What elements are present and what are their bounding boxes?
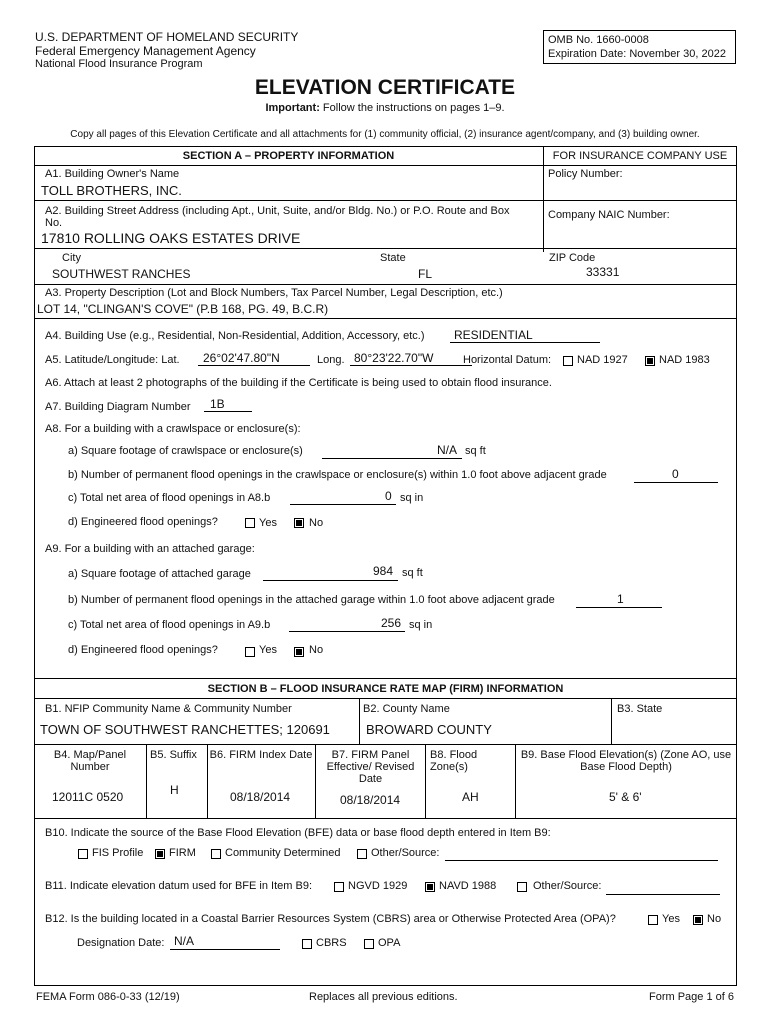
- b10-other-checkbox[interactable]: [357, 849, 367, 859]
- b1-label: B1. NFIP Community Name & Community Number: [45, 703, 292, 715]
- zip-value[interactable]: 33331: [586, 265, 620, 279]
- designation-date-value[interactable]: N/A: [174, 934, 195, 948]
- page-number: Form Page 1 of 6: [649, 991, 734, 1003]
- a9a-unit: sq ft: [402, 567, 423, 579]
- a8d-yes-checkbox[interactable]: [245, 518, 255, 528]
- longitude-label: Long.: [317, 354, 345, 366]
- a7-label: A7. Building Diagram Number: [45, 401, 191, 413]
- a9b-label: b) Number of permanent flood openings in the attached garage within 1.0 foot above adjacent grade: [68, 594, 555, 606]
- insurance-use-title: FOR INSURANCE COMPANY USE: [552, 150, 728, 162]
- navd1988-checkbox[interactable]: [425, 882, 435, 892]
- b12-yes-checkbox[interactable]: [648, 915, 658, 925]
- cbrs-checkbox[interactable]: [302, 939, 312, 949]
- opa-label: OPA: [378, 937, 401, 949]
- important-note: [0, 102, 770, 114]
- a8-label: A8. For a building with a crawlspace or enclosure(s):: [45, 423, 301, 435]
- omb-box: [543, 30, 736, 64]
- important-label: Important:: [265, 102, 320, 114]
- dept-name: U.S. DEPARTMENT OF HOMELAND SECURITY: [35, 30, 299, 44]
- a8a-unit: sq ft: [465, 445, 486, 457]
- a8d-yes-label: Yes: [259, 517, 277, 529]
- b11-other-label: Other/Source:: [533, 880, 602, 892]
- state-label: State: [380, 252, 406, 264]
- b12-label: B12. Is the building located in a Coastal Barrier Resources System (CBRS) area or Otherwise Protected Area (OPA)?: [45, 913, 616, 925]
- ngvd1929-checkbox[interactable]: [334, 882, 344, 892]
- copy-note: Copy all pages of this Elevation Certificate and all attachments for (1) community official, (2) insurance agent/company, and (3) building owner.: [70, 129, 700, 140]
- a9b-value[interactable]: 1: [617, 592, 624, 606]
- b8-label: B8. Flood Zone(s): [430, 749, 478, 773]
- a9d-no-label: No: [309, 644, 324, 656]
- a8d-no-label: No: [309, 517, 324, 529]
- replaces-note: Replaces all previous editions.: [309, 991, 458, 1003]
- agency-name: Federal Emergency Management Agency: [35, 44, 256, 58]
- state-value[interactable]: FL: [418, 267, 433, 281]
- b6-index-date-value[interactable]: 08/18/2014: [230, 790, 291, 804]
- a9d-yes-checkbox[interactable]: [245, 647, 255, 657]
- a1-label: A1. Building Owner's Name: [45, 168, 180, 180]
- a9c-unit: sq in: [409, 619, 433, 631]
- opa-checkbox[interactable]: [364, 939, 374, 949]
- nad1927-checkbox[interactable]: [563, 356, 573, 366]
- b11-other-checkbox[interactable]: [517, 882, 527, 892]
- b2-county-value[interactable]: BROWARD COUNTY: [366, 722, 492, 737]
- b12-no-checkbox[interactable]: [693, 915, 703, 925]
- community-determined-label: Community Determined: [225, 847, 341, 859]
- b12-yes-label: Yes: [662, 913, 680, 925]
- a2-label: A2. Building Street Address (including Apt., Unit, Suite, and/or Bldg. No.) or P.O. Route and Box No.: [45, 205, 510, 229]
- b7-effective-date-value[interactable]: 08/18/2014: [340, 793, 401, 807]
- a8b-label: b) Number of permanent flood openings in the crawlspace or enclosure(s) within 1.0 foot above adjacent grade: [68, 469, 607, 481]
- program-name: National Flood Insurance Program: [35, 58, 203, 70]
- a8d-label: d) Engineered flood openings?: [68, 516, 218, 528]
- a8b-value[interactable]: 0: [672, 467, 679, 481]
- a7-diagram-value[interactable]: 1B: [210, 397, 225, 411]
- b10-other-label: Other/Source:: [371, 847, 440, 859]
- a5-label: A5. Latitude/Longitude: Lat.: [45, 354, 180, 366]
- b12-no-label: No: [707, 913, 722, 925]
- nad1927-label: NAD 1927: [577, 354, 628, 366]
- a9d-yes-label: Yes: [259, 644, 277, 656]
- a9d-no-checkbox[interactable]: [294, 647, 304, 657]
- a9-label: A9. For a building with an attached garage:: [45, 543, 255, 555]
- important-text: Follow the instructions on pages 1–9.: [322, 102, 505, 114]
- ngvd1929-label: NGVD 1929: [348, 880, 408, 892]
- b1-community-value[interactable]: TOWN OF SOUTHWEST RANCHETTES; 120691: [40, 722, 330, 737]
- nad1983-checkbox[interactable]: [645, 356, 655, 366]
- a6-text: A6. Attach at least 2 photographs of the building if the Certificate is being used to obtain flood insurance.: [45, 377, 552, 389]
- b8-flood-zone-value[interactable]: AH: [462, 790, 479, 804]
- a3-label: A3. Property Description (Lot and Block Numbers, Tax Parcel Number, Legal Description, etc.): [45, 287, 503, 299]
- a4-label: A4. Building Use (e.g., Residential, Non-Residential, Addition, Accessory, etc.): [45, 330, 425, 342]
- b6-label: B6. FIRM Index Date: [209, 749, 313, 761]
- a8c-value[interactable]: 0: [385, 489, 392, 503]
- b4-label: B4. Map/Panel Number: [53, 749, 127, 773]
- cbrs-label: CBRS: [316, 937, 347, 949]
- designation-date-label: Designation Date:: [77, 937, 165, 949]
- city-label: City: [62, 252, 81, 264]
- nad1983-label: NAD 1983: [659, 354, 710, 366]
- naic-label: Company NAIC Number:: [548, 209, 670, 221]
- section-a-title: SECTION A – PROPERTY INFORMATION: [182, 150, 395, 162]
- longitude-value[interactable]: 80°23'22.70"W: [354, 351, 434, 365]
- a9c-label: c) Total net area of flood openings in A9.b: [68, 619, 271, 631]
- a2-address-value[interactable]: 17810 ROLLING OAKS ESTATES DRIVE: [41, 230, 301, 246]
- b5-suffix-value[interactable]: H: [170, 783, 179, 797]
- b10-label: B10. Indicate the source of the Base Flood Elevation (BFE) data or base flood depth entered in Item B9:: [45, 827, 551, 839]
- a8a-label: a) Square footage of crawlspace or enclosure(s): [68, 445, 303, 457]
- a4-building-use-value[interactable]: RESIDENTIAL: [454, 328, 533, 342]
- navd1988-label: NAVD 1988: [439, 880, 497, 892]
- a8a-value[interactable]: N/A: [437, 443, 458, 457]
- b9-label: B9. Base Flood Elevation(s) (Zone AO, use Base Flood Depth): [520, 749, 732, 773]
- a9a-label: a) Square footage of attached garage: [68, 568, 251, 580]
- b4-map-panel-value[interactable]: 12011C 0520: [52, 790, 124, 804]
- expiration-date: Expiration Date: November 30, 2022: [548, 48, 726, 60]
- city-value[interactable]: SOUTHWEST RANCHES: [52, 267, 191, 281]
- a1-owner-value[interactable]: TOLL BROTHERS, INC.: [41, 183, 182, 198]
- policy-number-label: Policy Number:: [548, 168, 623, 180]
- b9-bfe-value[interactable]: 5' & 6': [609, 790, 642, 804]
- a9c-value[interactable]: 256: [381, 616, 402, 630]
- fis-profile-checkbox[interactable]: [78, 849, 88, 859]
- omb-number: OMB No. 1660-0008: [548, 34, 649, 46]
- a8c-unit: sq in: [400, 492, 424, 504]
- b7-label: B7. FIRM Panel Effective/ Revised Date: [326, 749, 415, 785]
- b5-label: B5. Suffix: [150, 749, 197, 761]
- section-b-title: SECTION B – FLOOD INSURANCE RATE MAP (FIRM) INFORMATION: [207, 683, 564, 695]
- a9d-label: d) Engineered flood openings?: [68, 644, 218, 656]
- a9a-value[interactable]: 984: [373, 564, 394, 578]
- community-determined-checkbox[interactable]: [211, 849, 221, 859]
- fis-profile-label: FIS Profile: [92, 847, 144, 859]
- horizontal-datum-label: Horizontal Datum:: [463, 354, 552, 366]
- b2-label: B2. County Name: [363, 703, 450, 715]
- page-title: ELEVATION CERTIFICATE: [254, 76, 516, 99]
- a8c-label: c) Total net area of flood openings in A8.b: [68, 492, 271, 504]
- b11-label: B11. Indicate elevation datum used for BFE in Item B9:: [45, 880, 312, 892]
- form-number: FEMA Form 086-0-33 (12/19): [36, 991, 180, 1003]
- zip-label: ZIP Code: [549, 252, 596, 264]
- a3-description-value[interactable]: LOT 14, "CLINGAN'S COVE" (P.B 168, PG. 49, B.C.R): [37, 302, 329, 316]
- firm-checkbox[interactable]: [155, 849, 165, 859]
- a8d-no-checkbox[interactable]: [294, 518, 304, 528]
- firm-label: FIRM: [169, 847, 196, 859]
- b3-label: B3. State: [617, 703, 663, 715]
- latitude-value[interactable]: 26°02'47.80"N: [203, 351, 280, 365]
